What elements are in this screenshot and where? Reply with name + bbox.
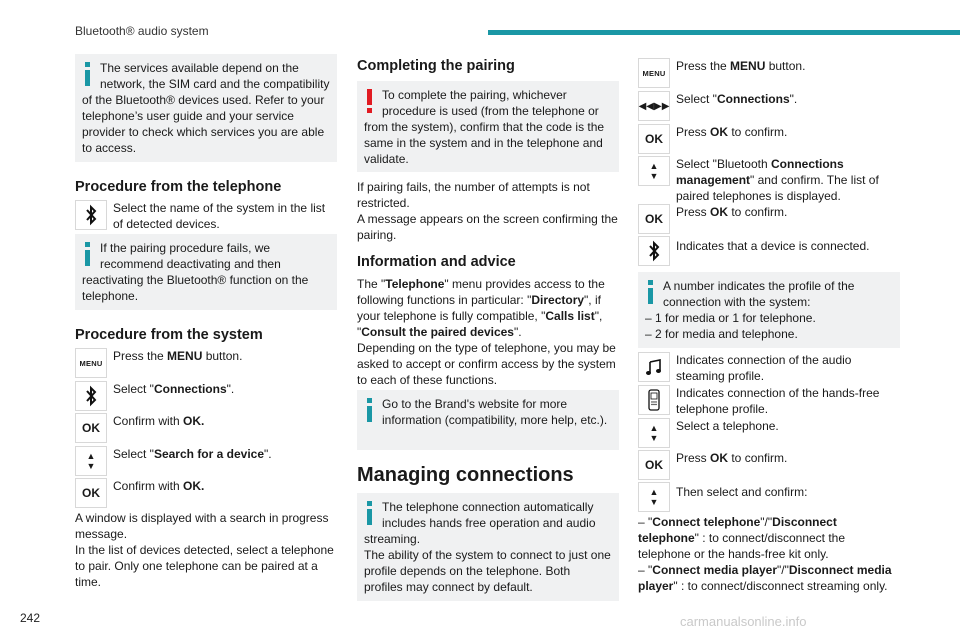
step-text: Press OK to confirm. — [676, 125, 788, 139]
procedure-step — [638, 124, 900, 154]
step-text: Indicates connection of the audio steaming profile. — [676, 353, 852, 383]
step-select-telephone — [638, 418, 900, 448]
step-text: Select "Connections". — [113, 382, 235, 396]
warning-icon — [364, 89, 376, 113]
step-text: Select "Connections". — [676, 92, 798, 106]
note-text: To complete the pairing, whichever procedure is used (from the telephone or from the system), confirm that the code is the same in the system and in the telephone and validate. — [364, 88, 605, 166]
step-text: Indicates that a device is connected. — [676, 239, 870, 253]
heading-completing-pairing: Completing the pairing — [357, 58, 515, 74]
info-note-connection — [357, 493, 619, 601]
procedure-step — [638, 91, 900, 121]
info-note-profile-number — [638, 272, 900, 348]
step-text: Select "Search for a device". — [113, 447, 272, 461]
step-text: Then select and confirm: — [676, 485, 808, 499]
ok-icon: OK — [75, 478, 107, 508]
warning-note-code — [357, 81, 619, 172]
info-icon — [364, 398, 376, 422]
info-icon — [364, 501, 376, 525]
procedure-step — [75, 348, 337, 378]
ok-icon: OK — [638, 204, 670, 234]
heading-managing-connections: Managing connections — [357, 464, 574, 486]
note-text: If the pairing procedure fails, we recommend deactivating and then reactivating the Bluetooth® function on the telephone. — [82, 241, 309, 303]
step-phone-select — [75, 200, 337, 230]
step-text: Press OK to confirm. — [676, 451, 788, 465]
info-icon — [82, 62, 94, 86]
procedure-step — [75, 413, 337, 443]
procedure-step — [638, 58, 900, 88]
step-press-ok — [638, 450, 900, 480]
watermark: carmanualsonline.info — [680, 614, 807, 629]
procedure-step — [75, 446, 337, 476]
info-note-services — [75, 54, 337, 162]
info-note-website — [357, 390, 619, 450]
step-handsfree-profile — [638, 385, 900, 415]
procedure-step — [75, 381, 337, 411]
up-down-arrows-icon: ▲ ▼ — [638, 418, 670, 448]
menu-icon: MENU — [638, 58, 670, 88]
step-text: Press OK to confirm. — [676, 205, 788, 219]
paragraph-search-window: A window is displayed with a search in progress message. In the list of devices detected, select a telephone to pair. Only one telephone can be paired at a time. — [75, 511, 334, 589]
up-down-arrows-icon: ▲ ▼ — [638, 156, 670, 186]
ok-icon: OK — [638, 124, 670, 154]
note-text: The telephone connection automatically includes hands free operation and audio streaming. The ability of the system to connect to just one profile depends on the telephone. Both profiles may connect by default. — [364, 500, 611, 594]
step-text: Confirm with OK. — [113, 414, 205, 428]
ok-icon: OK — [638, 450, 670, 480]
bluetooth-icon — [75, 200, 107, 230]
step-bluetooth-connections-management — [638, 156, 900, 203]
page-number: 242 — [20, 611, 41, 625]
step-device-connected — [638, 236, 900, 266]
heading-procedure-telephone: Procedure from the telephone — [75, 179, 282, 195]
step-text: Select the name of the system in the list of detected devices. — [113, 201, 326, 231]
step-text: Press the MENU button. — [676, 59, 806, 73]
profile-item: – 1 for media or 1 for telephone. — [645, 311, 816, 325]
up-down-arrows-icon: ▲ ▼ — [638, 482, 670, 512]
menu-icon: MENU — [75, 348, 107, 378]
header-accent-bar — [488, 30, 960, 35]
step-text: Press the MENU button. — [113, 349, 243, 363]
phone-handset-icon — [638, 385, 670, 415]
page-header-title: Bluetooth® audio system — [75, 24, 209, 38]
paragraph-connect-options: – "Connect telephone"/"Disconnect telephone" : to connect/disconnect the telephone or the hands-free kit only. – "Connect media player"/"Disconnect media player" : to connect/disconnect streaming only. — [638, 515, 892, 593]
paragraph-telephone-menu: The "Telephone" menu provides access to the following functions in particular: "Directory", if your telephone is fully compatible, "Calls list", "Consult the paired devices". Depending on the type of telephone, you may be asked to accept or confirm access by the system to each of these functions. — [357, 277, 616, 387]
step-text: Confirm with OK. — [113, 479, 205, 493]
heading-information-advice: Information and advice — [357, 254, 516, 270]
step-text: Select a telephone. — [676, 419, 779, 433]
note-text: Go to the Brand's website for more information (compatibility, more help, etc.). — [382, 397, 608, 427]
bluetooth-icon — [638, 236, 670, 266]
left-right-arrows-icon: ◀◀ ▶▶ — [638, 91, 670, 121]
profile-item: – 2 for media and telephone. — [645, 327, 798, 341]
step-text: Select "Bluetooth Connections management" and confirm. The list of paired telephones is displayed. — [676, 157, 879, 203]
note-text: The services available depend on the network, the SIM card and the compatibility of the Bluetooth® devices used. Refer to your telephone’s user guide and your service provider to check which services you are able to access. — [82, 61, 330, 155]
step-text: Indicates connection of the hands-free telephone profile. — [676, 386, 880, 416]
note-text: A number indicates the profile of the connection with the system: — [663, 279, 855, 309]
bluetooth-icon — [75, 381, 107, 411]
info-note-pairing-fails — [75, 234, 337, 310]
step-audio-profile — [638, 352, 900, 382]
ok-icon: OK — [75, 413, 107, 443]
procedure-step — [75, 478, 337, 508]
info-icon — [645, 280, 657, 304]
music-note-icon — [638, 352, 670, 382]
info-icon — [82, 242, 94, 266]
paragraph-pairing-fails: If pairing fails, the number of attempts is not restricted. A message appears on the screen confirming the pairing. — [357, 180, 618, 242]
step-press-ok — [638, 204, 900, 234]
up-down-arrows-icon: ▲ ▼ — [75, 446, 107, 476]
heading-procedure-system: Procedure from the system — [75, 327, 263, 343]
step-then-select — [638, 482, 900, 512]
